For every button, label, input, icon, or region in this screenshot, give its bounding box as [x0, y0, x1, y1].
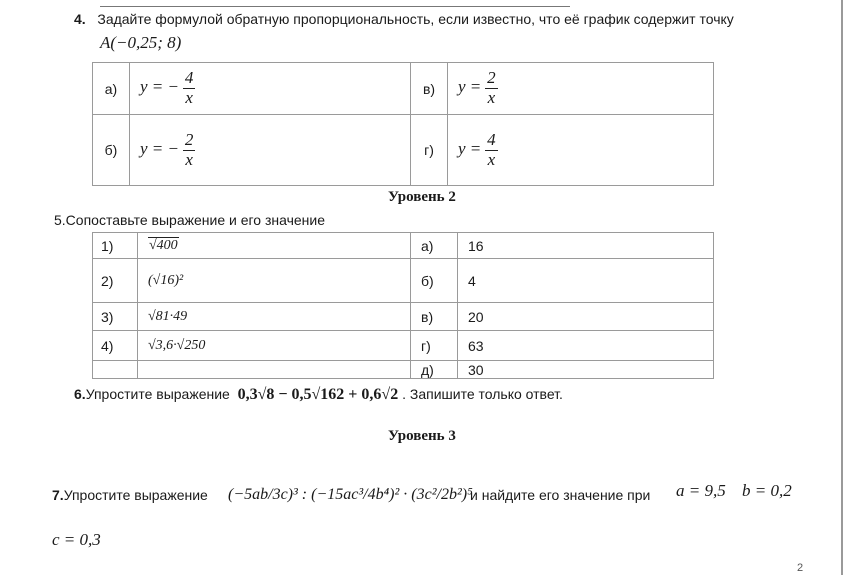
- row-number: 4): [93, 331, 138, 361]
- formula-lhs: y =: [458, 77, 482, 97]
- question-6-expression: 0,3√8 − 0,5√162 + 0,6√2: [237, 386, 399, 403]
- page-number: 2: [797, 562, 804, 574]
- question-4-options-table: [92, 62, 714, 186]
- value-a: a = 9,5: [676, 481, 726, 500]
- fraction: $\frac{2}{x}$: [184, 129, 194, 169]
- option-formula: [130, 115, 411, 186]
- formula-lhs: y = −: [140, 138, 179, 158]
- answer-letter: а): [411, 233, 458, 259]
- fraction: $\frac{4}{x}$: [184, 68, 194, 107]
- expression: [138, 361, 411, 379]
- value-b: b = 0,2: [742, 481, 792, 500]
- formula-lhs: y =: [458, 138, 482, 158]
- formula-lhs: y = −: [140, 77, 179, 97]
- question-4-point: A(−0,25; 8): [100, 33, 182, 52]
- answer-value: 30: [458, 361, 714, 379]
- question-7-number: 7.: [52, 487, 64, 503]
- answer-letter: в): [411, 303, 458, 331]
- row-number: 3): [93, 303, 138, 331]
- question-6-number: 6.: [74, 386, 86, 402]
- expression: √3,6·√250: [138, 331, 411, 361]
- value-c: c = 0,3: [52, 530, 101, 549]
- question-7-prompt: [52, 487, 208, 503]
- question-5-text: 5.Сопоставьте выражение и его значение: [54, 212, 326, 228]
- question-6-suffix: . Запишите только ответ.: [402, 386, 563, 402]
- option-label: в): [411, 63, 448, 115]
- expression: √81·49: [138, 303, 411, 331]
- answer-letter: б): [411, 259, 458, 303]
- level-3-heading: Уровень 3: [388, 428, 456, 444]
- option-formula: [130, 63, 411, 115]
- expression: (√16)²: [138, 259, 411, 303]
- answer-value: 4: [458, 259, 714, 303]
- question-4-number: 4.: [74, 11, 86, 27]
- question-7-suffix: и найдите его значение при: [470, 487, 651, 503]
- question-5-match-table: [92, 232, 714, 379]
- row-number: 1): [93, 233, 138, 259]
- fraction: $\frac{2}{x}$: [487, 68, 496, 107]
- answer-letter: г): [411, 331, 458, 361]
- option-formula: [448, 115, 714, 186]
- option-label: а): [93, 63, 130, 115]
- previous-table-bottom-edge: [100, 0, 570, 7]
- answer-value: 63: [458, 331, 714, 361]
- option-formula: [448, 63, 714, 115]
- answer-letter: д): [411, 361, 458, 379]
- fraction: $\frac{4}{x}$: [487, 129, 496, 169]
- question-6: [74, 386, 563, 404]
- expression: √400: [138, 233, 411, 259]
- question-4-prompt: Задайте формулой обратную пропорциональность, если известно, что её график содержит точку: [97, 11, 734, 27]
- question-7-text: Упростите выражение: [63, 487, 208, 503]
- row-number: 2): [93, 259, 138, 303]
- option-label: г): [411, 115, 448, 186]
- question-4-text: [74, 11, 734, 27]
- level-2-heading: Уровень 2: [388, 189, 456, 205]
- option-label: б): [93, 115, 130, 186]
- answer-value: 20: [458, 303, 714, 331]
- question-6-prompt: Упростите выражение: [85, 386, 230, 402]
- question-7-expression: (−5ab/3c)³ : (−15ac³/4b⁴)² · (3c²/2b²)⁵: [228, 486, 473, 503]
- answer-value: 16: [458, 233, 714, 259]
- row-number: [93, 361, 138, 379]
